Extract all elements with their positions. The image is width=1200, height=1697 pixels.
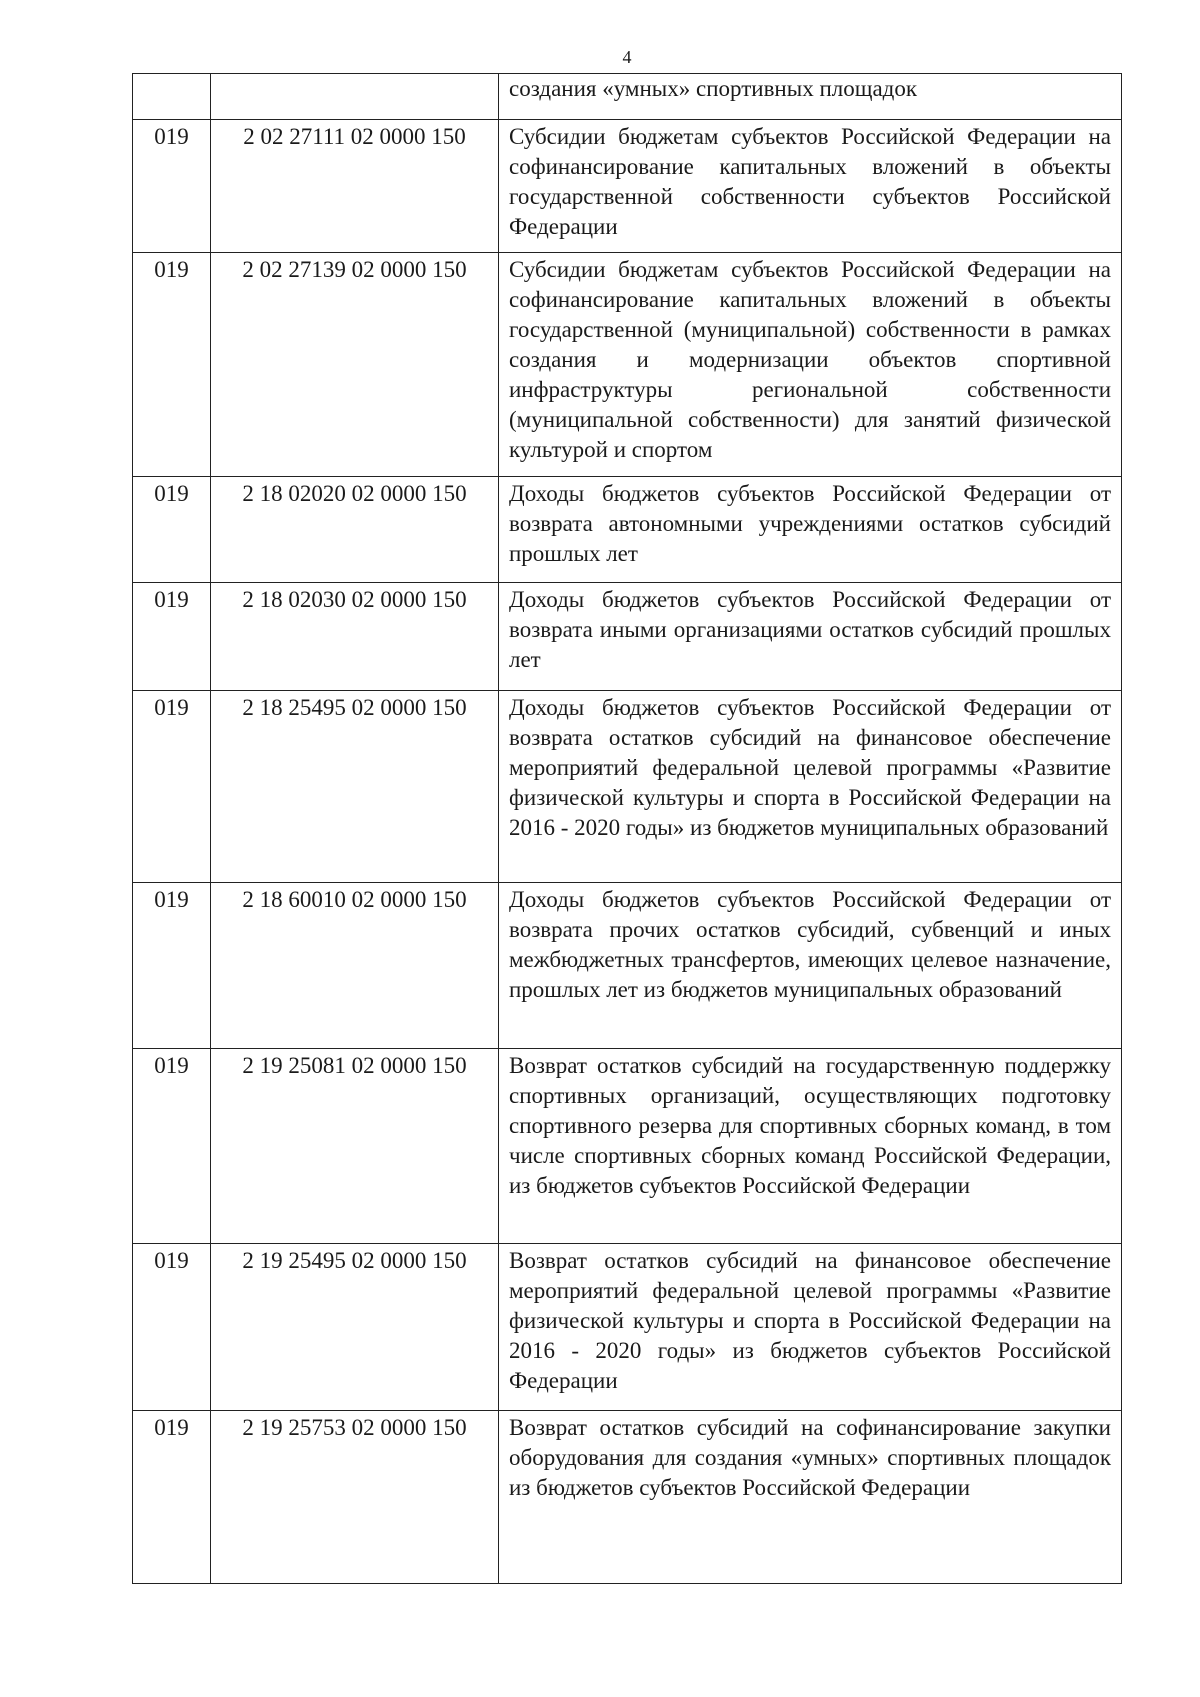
administrator-code-cell: 019 bbox=[133, 120, 211, 253]
revenue-code-cell bbox=[211, 74, 499, 120]
table-row bbox=[133, 1244, 1122, 1411]
administrator-code-cell: 019 bbox=[133, 1244, 211, 1411]
administrator-code-cell: 019 bbox=[133, 1411, 211, 1584]
administrator-code-cell: 019 bbox=[133, 1049, 211, 1244]
revenue-code-cell: 2 19 25753 02 0000 150 bbox=[211, 1411, 499, 1584]
revenue-code-cell: 2 19 25495 02 0000 150 bbox=[211, 1244, 499, 1411]
table-row bbox=[133, 583, 1122, 691]
revenue-code-cell: 2 18 02030 02 0000 150 bbox=[211, 583, 499, 691]
table-row bbox=[133, 120, 1122, 253]
table-row bbox=[133, 691, 1122, 883]
description-cell: Доходы бюджетов субъектов Российской Федерации от возврата иными организациями остатков субсидий прошлых лет bbox=[499, 583, 1122, 691]
revenue-code-cell: 2 18 60010 02 0000 150 bbox=[211, 883, 499, 1049]
administrator-code-cell: 019 bbox=[133, 583, 211, 691]
table-row bbox=[133, 253, 1122, 477]
page-number: 4 bbox=[622, 47, 632, 67]
description-cell: Возврат остатков субсидий на государственную поддержку спортивных организаций, осуществляющих подготовку спортивного резерва для спортивных сборных команд, в том числе спортивных сборных команд Российской Федерации, из бюджетов субъектов Российской Федерации bbox=[499, 1049, 1122, 1244]
table-row bbox=[133, 1411, 1122, 1584]
administrator-code-cell: 019 bbox=[133, 691, 211, 883]
table-row bbox=[133, 1049, 1122, 1244]
revenue-code-cell: 2 18 25495 02 0000 150 bbox=[211, 691, 499, 883]
description-cell: Субсидии бюджетам субъектов Российской Федерации на софинансирование капитальных вложений в объекты государственной собственности субъектов Российской Федерации bbox=[499, 120, 1122, 253]
revenue-code-cell: 2 19 25081 02 0000 150 bbox=[211, 1049, 499, 1244]
description-cell: Субсидии бюджетам субъектов Российской Федерации на софинансирование капитальных вложений в объекты государственной (муниципальной) собственности в рамках создания и модернизации объектов спортивной инфраструктуры региональной собственности (муниципальной собственности) для занятий физической культурой и спортом bbox=[499, 253, 1122, 477]
budget-codes-table bbox=[132, 73, 1122, 1584]
administrator-code-cell: 019 bbox=[133, 253, 211, 477]
description-cell: Доходы бюджетов субъектов Российской Федерации от возврата остатков субсидий на финансовое обеспечение мероприятий федеральной целевой программы «Развитие физической культуры и спорта в Российской Федерации на 2016 - 2020 годы» из бюджетов муниципальных образований bbox=[499, 691, 1122, 883]
administrator-code-cell: 019 bbox=[133, 477, 211, 583]
revenue-code-cell: 2 02 27111 02 0000 150 bbox=[211, 120, 499, 253]
revenue-code-cell: 2 18 02020 02 0000 150 bbox=[211, 477, 499, 583]
description-cell: Возврат остатков субсидий на финансовое обеспечение мероприятий федеральной целевой программы «Развитие физической культуры и спорта в Российской Федерации на 2016 - 2020 годы» из бюджетов субъектов Российской Федерации bbox=[499, 1244, 1122, 1411]
table-row bbox=[133, 74, 1122, 120]
description-cell: Доходы бюджетов субъектов Российской Федерации от возврата прочих остатков субсидий, субвенций и иных межбюджетных трансфертов, имеющих целевое назначение, прошлых лет из бюджетов муниципальных образований bbox=[499, 883, 1122, 1049]
table-row bbox=[133, 477, 1122, 583]
description-cell: создания «умных» спортивных площадок bbox=[499, 74, 1122, 120]
administrator-code-cell bbox=[133, 74, 211, 120]
description-cell: Возврат остатков субсидий на софинансирование закупки оборудования для создания «умных» спортивных площадок из бюджетов субъектов Российской Федерации bbox=[499, 1411, 1122, 1584]
table-row bbox=[133, 883, 1122, 1049]
administrator-code-cell: 019 bbox=[133, 883, 211, 1049]
revenue-code-cell: 2 02 27139 02 0000 150 bbox=[211, 253, 499, 477]
description-cell: Доходы бюджетов субъектов Российской Федерации от возврата автономными учреждениями остатков субсидий прошлых лет bbox=[499, 477, 1122, 583]
